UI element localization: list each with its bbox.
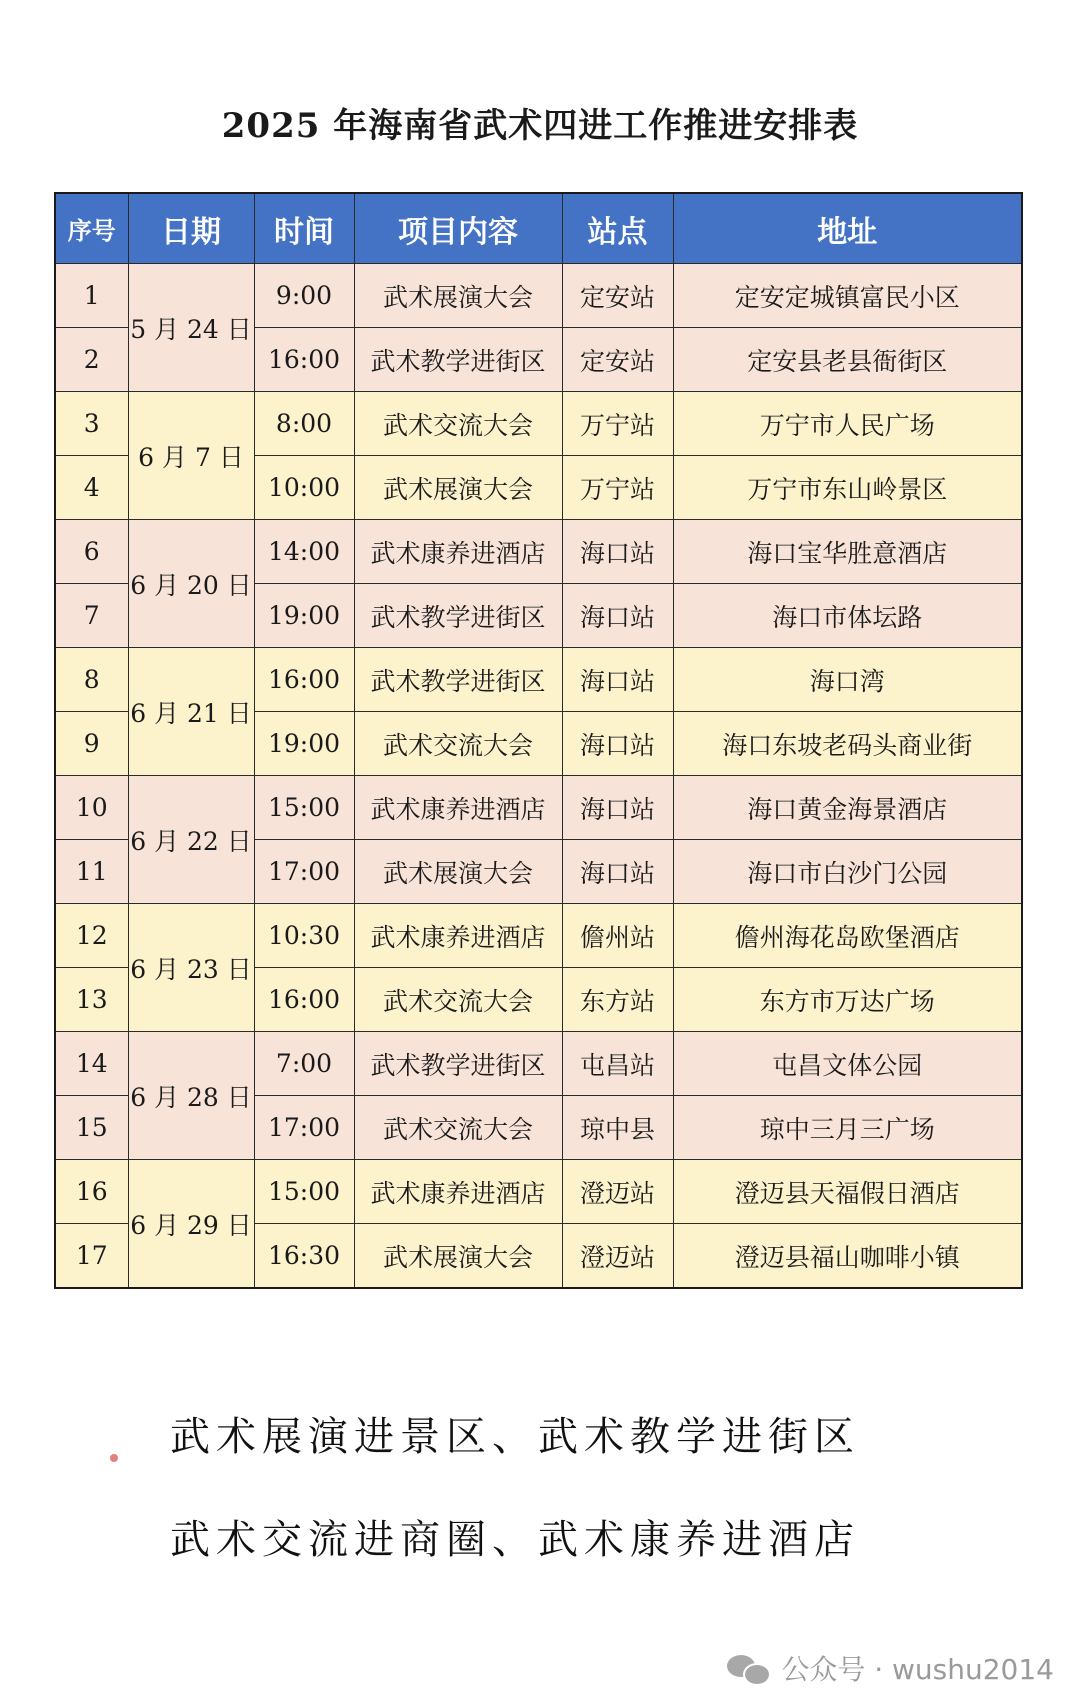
cell-address: 定安县老县衙街区 [673, 328, 1022, 392]
header-item: 项目内容 [354, 193, 562, 264]
cell-no: 1 [55, 264, 128, 328]
cell-time: 15:00 [254, 776, 354, 840]
cell-time: 17:00 [254, 1096, 354, 1160]
cell-station: 儋州站 [562, 904, 673, 968]
cell-time: 19:00 [254, 712, 354, 776]
cell-date: 6 月 7 日 [128, 392, 254, 520]
cell-address: 万宁市人民广场 [673, 392, 1022, 456]
table-body [55, 264, 1022, 1289]
table-row [55, 1160, 1022, 1224]
cell-no: 6 [55, 520, 128, 584]
cell-no: 2 [55, 328, 128, 392]
cell-item: 武术康养进酒店 [354, 776, 562, 840]
cell-station: 海口站 [562, 648, 673, 712]
cell-time: 10:00 [254, 456, 354, 520]
cell-item: 武术教学进街区 [354, 584, 562, 648]
cell-address: 澄迈县天福假日酒店 [673, 1160, 1022, 1224]
cell-station: 海口站 [562, 776, 673, 840]
cell-date: 6 月 22 日 [128, 776, 254, 904]
slogan-line-2: 武术交流进商圈、武术康养进酒店 [170, 1517, 860, 1563]
cell-station: 东方站 [562, 968, 673, 1032]
cell-item: 武术教学进街区 [354, 648, 562, 712]
table-header-row [55, 193, 1022, 264]
cell-no: 12 [55, 904, 128, 968]
cell-station: 海口站 [562, 712, 673, 776]
cell-address: 定安定城镇富民小区 [673, 264, 1022, 328]
cell-address: 海口东坡老码头商业街 [673, 712, 1022, 776]
header-station: 站点 [562, 193, 673, 264]
cell-item: 武术康养进酒店 [354, 904, 562, 968]
footer-text: 公众号 · wushu2014 [781, 1653, 1054, 1686]
cell-address: 海口宝华胜意酒店 [673, 520, 1022, 584]
cell-item: 武术教学进街区 [354, 328, 562, 392]
cell-address: 东方市万达广场 [673, 968, 1022, 1032]
header-date: 日期 [128, 193, 254, 264]
cell-date: 6 月 28 日 [128, 1032, 254, 1160]
cell-station: 琼中县 [562, 1096, 673, 1160]
cell-address: 海口黄金海景酒店 [673, 776, 1022, 840]
cell-item: 武术展演大会 [354, 840, 562, 904]
cell-time: 10:30 [254, 904, 354, 968]
cell-time: 9:00 [254, 264, 354, 328]
cell-station: 万宁站 [562, 456, 673, 520]
cell-address: 屯昌文体公园 [673, 1032, 1022, 1096]
cell-item: 武术教学进街区 [354, 1032, 562, 1096]
cell-item: 武术康养进酒店 [354, 1160, 562, 1224]
table-row [55, 520, 1022, 584]
cell-item: 武术展演大会 [354, 456, 562, 520]
header-address: 地址 [673, 193, 1022, 264]
cell-address: 海口湾 [673, 648, 1022, 712]
cell-address: 海口市白沙门公园 [673, 840, 1022, 904]
cell-no: 16 [55, 1160, 128, 1224]
cell-item: 武术康养进酒店 [354, 520, 562, 584]
cell-no: 3 [55, 392, 128, 456]
cell-item: 武术交流大会 [354, 968, 562, 1032]
cell-no: 13 [55, 968, 128, 1032]
cell-address: 儋州海花岛欧堡酒店 [673, 904, 1022, 968]
header-time: 时间 [254, 193, 354, 264]
cell-time: 19:00 [254, 584, 354, 648]
cell-station: 定安站 [562, 328, 673, 392]
cell-station: 海口站 [562, 584, 673, 648]
cell-station: 万宁站 [562, 392, 673, 456]
cell-item: 武术展演大会 [354, 1224, 562, 1289]
page-title: 2025 年海南省武术四进工作推进安排表 [221, 106, 859, 146]
cell-time: 16:30 [254, 1224, 354, 1289]
cell-date: 5 月 24 日 [128, 264, 254, 392]
cell-station: 海口站 [562, 520, 673, 584]
cell-address: 海口市体坛路 [673, 584, 1022, 648]
cell-no: 7 [55, 584, 128, 648]
table-row [55, 264, 1022, 328]
cell-no: 11 [55, 840, 128, 904]
table-row [55, 904, 1022, 968]
cell-time: 16:00 [254, 648, 354, 712]
table-row [55, 776, 1022, 840]
cell-item: 武术交流大会 [354, 1096, 562, 1160]
cell-station: 澄迈站 [562, 1160, 673, 1224]
cell-no: 4 [55, 456, 128, 520]
cell-station: 海口站 [562, 840, 673, 904]
cell-no: 8 [55, 648, 128, 712]
cell-date: 6 月 21 日 [128, 648, 254, 776]
cell-no: 15 [55, 1096, 128, 1160]
cell-station: 澄迈站 [562, 1224, 673, 1289]
cell-address: 澄迈县福山咖啡小镇 [673, 1224, 1022, 1289]
cell-date: 6 月 23 日 [128, 904, 254, 1032]
slogan-line-1: 武术展演进景区、武术教学进街区 [170, 1414, 860, 1460]
cell-item: 武术展演大会 [354, 264, 562, 328]
cell-date: 6 月 29 日 [128, 1160, 254, 1289]
cell-item: 武术交流大会 [354, 392, 562, 456]
cell-time: 16:00 [254, 328, 354, 392]
cell-time: 17:00 [254, 840, 354, 904]
cell-time: 15:00 [254, 1160, 354, 1224]
table-row [55, 392, 1022, 456]
cell-date: 6 月 20 日 [128, 520, 254, 648]
cell-station: 屯昌站 [562, 1032, 673, 1096]
cell-no: 9 [55, 712, 128, 776]
cell-no: 10 [55, 776, 128, 840]
decorative-dot [110, 1454, 118, 1462]
cell-time: 16:00 [254, 968, 354, 1032]
cell-no: 17 [55, 1224, 128, 1289]
cell-no: 14 [55, 1032, 128, 1096]
footer-watermark [727, 1648, 1054, 1688]
cell-time: 14:00 [254, 520, 354, 584]
table-row [55, 1032, 1022, 1096]
cell-station: 定安站 [562, 264, 673, 328]
wechat-icon [727, 1651, 771, 1685]
cell-address: 琼中三月三广场 [673, 1096, 1022, 1160]
table-row [55, 648, 1022, 712]
cell-time: 7:00 [254, 1032, 354, 1096]
cell-time: 8:00 [254, 392, 354, 456]
cell-address: 万宁市东山岭景区 [673, 456, 1022, 520]
header-no: 序号 [55, 193, 128, 264]
schedule-table [54, 192, 1023, 1289]
cell-item: 武术交流大会 [354, 712, 562, 776]
